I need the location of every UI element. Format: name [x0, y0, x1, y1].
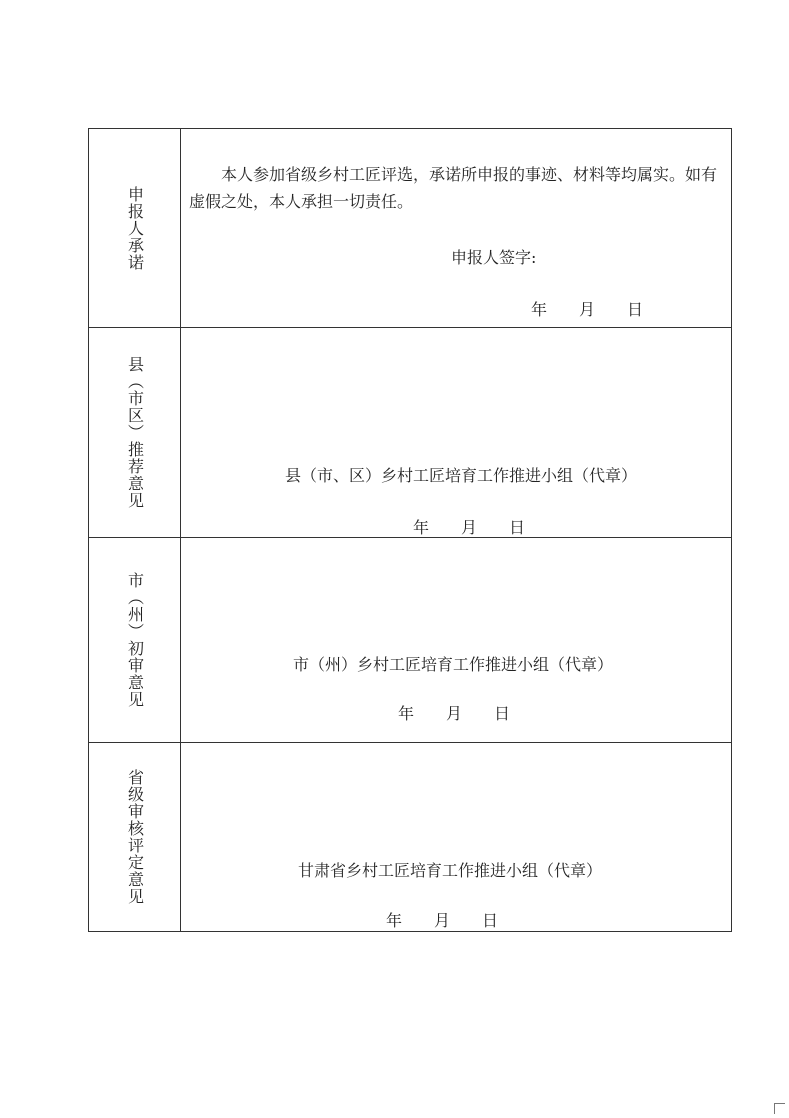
date-line: 年 月 日 [413, 518, 526, 537]
row-label-cell [89, 743, 181, 931]
row-provincial-evaluation [89, 743, 731, 931]
date-line: 年 月 日 [531, 300, 644, 319]
row-label: 省级审核评定意见 [125, 769, 145, 905]
stamp-text: 甘肃省乡村工匠培育工作推进小组（代章） [298, 861, 603, 880]
stamp-text: 县（市、区）乡村工匠培育工作推进小组（代章） [285, 466, 638, 485]
row-label: 申报人承诺 [125, 185, 145, 271]
signature-label: 申报人签字: [451, 248, 537, 267]
pledge-text: 本人参加省级乡村工匠评选，承诺所申报的事迹、材料等均属实。如有虚假之处，本人承担一切责任。 [189, 165, 718, 211]
row-city-preliminary-review [89, 538, 731, 743]
row-label-cell [89, 129, 181, 327]
row-label: 县（市区）推荐意见 [125, 356, 145, 509]
row-content-cell [181, 538, 731, 742]
corner-scan-mark [774, 1103, 785, 1114]
row-label-cell [89, 538, 181, 742]
row-county-recommendation [89, 328, 731, 538]
row-content-cell [181, 328, 731, 537]
row-label-cell [89, 328, 181, 537]
row-content-cell [181, 129, 731, 327]
date-line: 年 月 日 [398, 704, 511, 723]
stamp-text: 市（州）乡村工匠培育工作推进小组（代章） [293, 655, 614, 674]
date-line: 年 月 日 [386, 911, 499, 930]
row-content-cell [181, 743, 731, 931]
row-applicant-pledge [89, 129, 731, 328]
row-label: 市（州）初审意见 [125, 572, 145, 708]
approval-form-table [88, 128, 732, 932]
